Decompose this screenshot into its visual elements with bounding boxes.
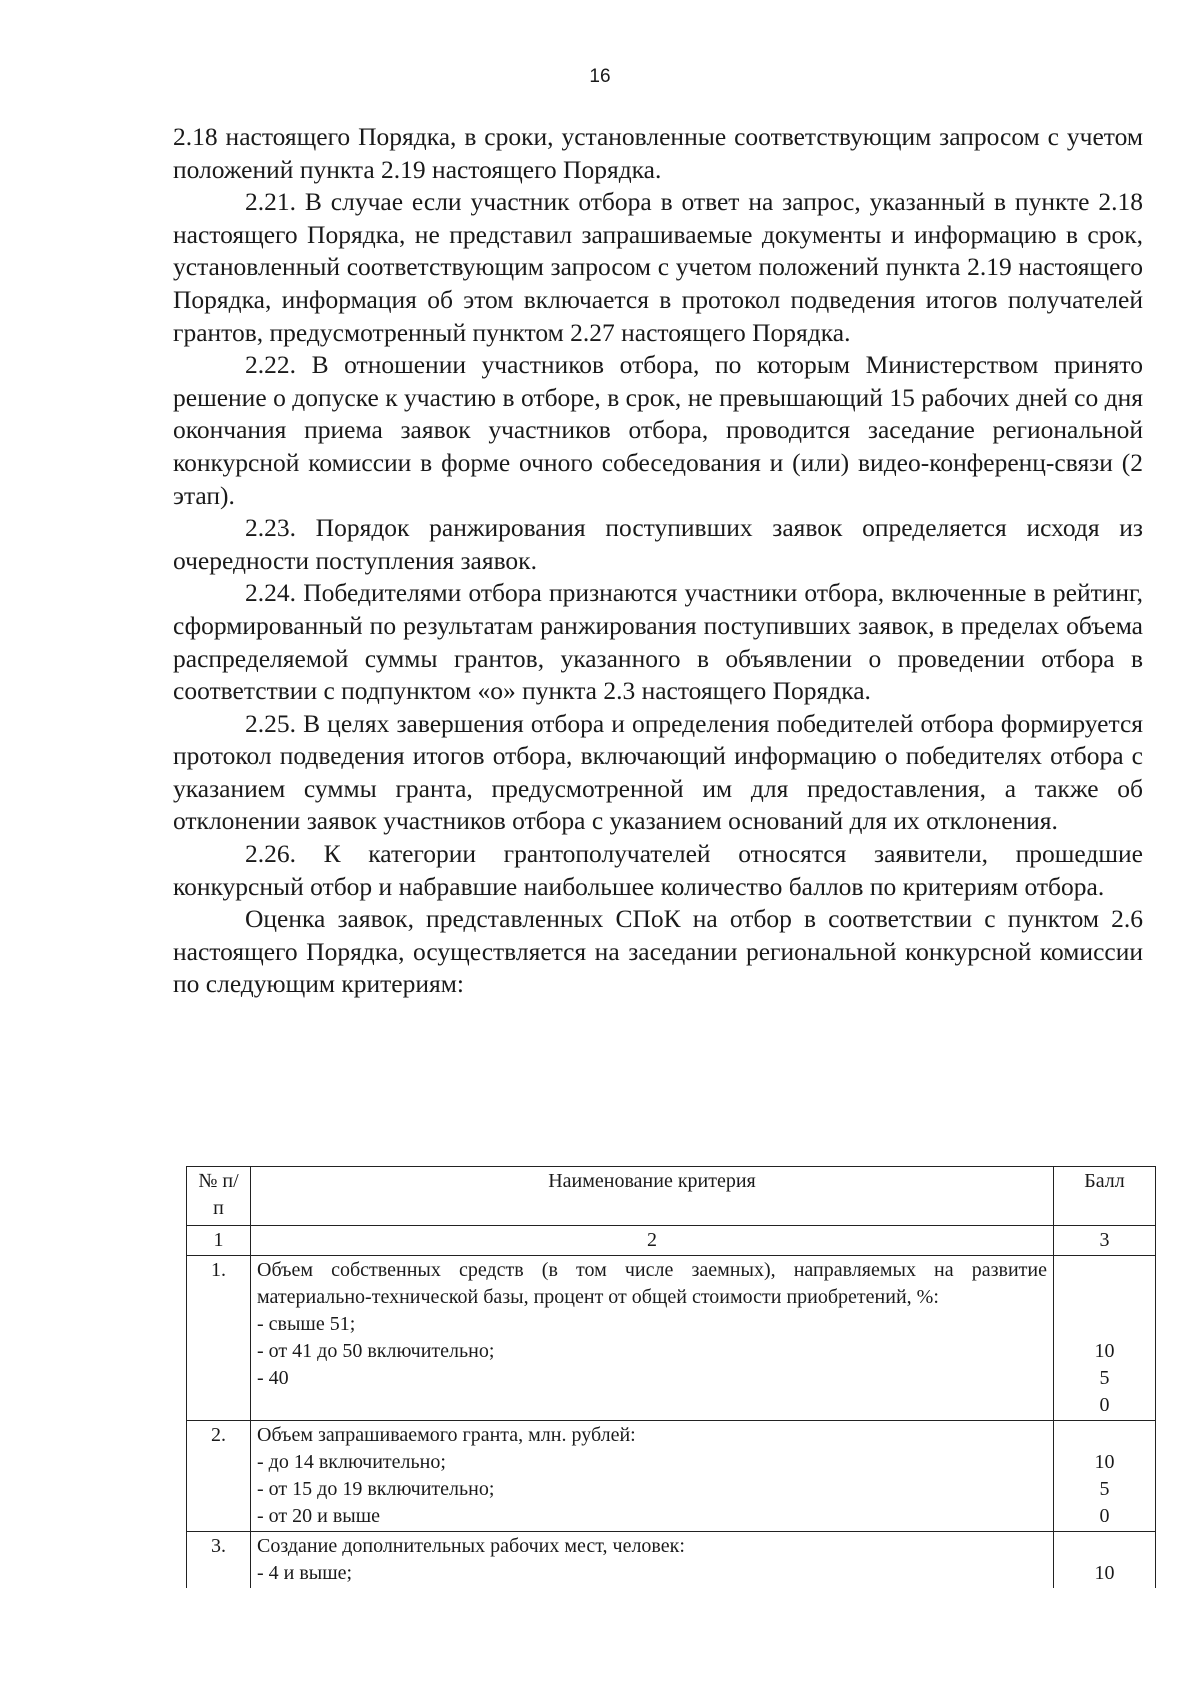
criterion-option: - от 41 до 50 включительно; bbox=[257, 1340, 495, 1362]
row-number: 3. bbox=[187, 1532, 251, 1589]
paragraph-2-22: 2.22. В отношении участников отбора, по которым Министерством принято решение о допуске к участию в отборе, в срок, не превышающий 15 рабочих дней со дня окончания приема заявок участников отбора, проводится заседание региональной конкурсной комиссии в форме очного собеседования и (или) видео-конференц-связи (2 этап). bbox=[173, 350, 1143, 510]
column-number-row bbox=[187, 1226, 1156, 1256]
column-number-2: 2 bbox=[251, 1226, 1054, 1256]
option-score: 10 bbox=[1094, 1562, 1115, 1584]
option-score: 5 bbox=[1099, 1478, 1110, 1500]
criterion-option: - 4 и выше; bbox=[257, 1562, 353, 1584]
criterion-title: Объем собственных средств (в том числе заемных), направляемых на развитие материально-технической базы, процент от общей стоимости приобретений, %: bbox=[257, 1259, 1047, 1308]
criterion-cell bbox=[251, 1421, 1054, 1532]
table-row bbox=[187, 1256, 1156, 1421]
criterion-option: - свыше 51; bbox=[257, 1313, 356, 1335]
header-score: Балл bbox=[1054, 1167, 1156, 1226]
paragraph-2-23: 2.23. Порядок ранжирования поступивших заявок определяется исходя из очередности поступления заявок. bbox=[173, 513, 1143, 575]
header-num: № п/п bbox=[187, 1167, 251, 1226]
option-score: 10 bbox=[1094, 1451, 1115, 1473]
page-number: 16 bbox=[589, 66, 611, 87]
criterion-cell bbox=[251, 1532, 1054, 1589]
paragraph-2-26: 2.26. К категории грантополучателей относятся заявители, прошедшие конкурсный отбор и набравшие наибольшее количество баллов по критериям отбора. bbox=[173, 839, 1143, 901]
criterion-option: - от 15 до 19 включительно; bbox=[257, 1478, 495, 1500]
option-score: 0 bbox=[1099, 1505, 1110, 1527]
criterion-option: - от 20 и выше bbox=[257, 1505, 380, 1527]
paragraph-2-24: 2.24. Победителями отбора признаются участники отбора, включенные в рейтинг, сформированный по результатам ранжирования поступивших заявок, в пределах объема распределяемой суммы грантов, указанного в объявлении о проведении отбора в соответствии с подпунктом «о» пункта 2.3 настоящего Порядка. bbox=[173, 578, 1143, 706]
row-number: 1. bbox=[187, 1256, 251, 1421]
table-header-row bbox=[187, 1167, 1156, 1226]
column-number-1: 1 bbox=[187, 1226, 251, 1256]
criterion-cell bbox=[251, 1256, 1054, 1421]
score-cell bbox=[1054, 1256, 1156, 1421]
paragraph-2-25: 2.25. В целях завершения отбора и определения победителей отбора формируется протокол подведения итогов отбора, включающий информацию о победителях отбора с указанием суммы гранта, предусмотренной им для предоставления, а также об отклонении заявок участников отбора с указанием оснований для их отклонения. bbox=[173, 708, 1143, 836]
criteria-table bbox=[186, 1166, 1156, 1588]
criterion-title: Создание дополнительных рабочих мест, человек: bbox=[257, 1535, 685, 1557]
table-row bbox=[187, 1421, 1156, 1532]
paragraph-2-21: 2.21. В случае если участник отбора в ответ на запрос, указанный в пункте 2.18 настоящего Порядка, не представил запрашиваемые документы и информацию в срок, установленный соответствующим запросом с учетом положений пункта 2.19 настоящего Порядка, информация об этом включается в протокол подведения итогов получателей грантов, предусмотренный пунктом 2.27 настоящего Порядка. bbox=[173, 187, 1143, 347]
option-score: 0 bbox=[1099, 1394, 1110, 1416]
criterion-option: - 40 bbox=[257, 1367, 289, 1389]
table-row bbox=[187, 1532, 1156, 1589]
score-cell bbox=[1054, 1421, 1156, 1532]
criterion-option: - до 14 включительно; bbox=[257, 1451, 446, 1473]
column-number-3: 3 bbox=[1054, 1226, 1156, 1256]
option-score: 10 bbox=[1094, 1340, 1115, 1362]
score-cell bbox=[1054, 1532, 1156, 1589]
row-number: 2. bbox=[187, 1421, 251, 1532]
criterion-title: Объем запрашиваемого гранта, млн. рублей: bbox=[257, 1424, 636, 1446]
paragraph-evaluation-intro: Оценка заявок, представленных СПоК на отбор в соответствии с пунктом 2.6 настоящего Порядка, осуществляется на заседании региональной конкурсной комиссии по следующим критериям: bbox=[173, 904, 1143, 999]
document-body bbox=[173, 121, 1143, 1001]
option-score: 5 bbox=[1099, 1367, 1110, 1389]
header-name: Наименование критерия bbox=[251, 1167, 1054, 1226]
paragraph-2-20-tail: 2.18 настоящего Порядка, в сроки, установленные соответствующим запросом с учетом положений пункта 2.19 настоящего Порядка. bbox=[173, 122, 1143, 184]
